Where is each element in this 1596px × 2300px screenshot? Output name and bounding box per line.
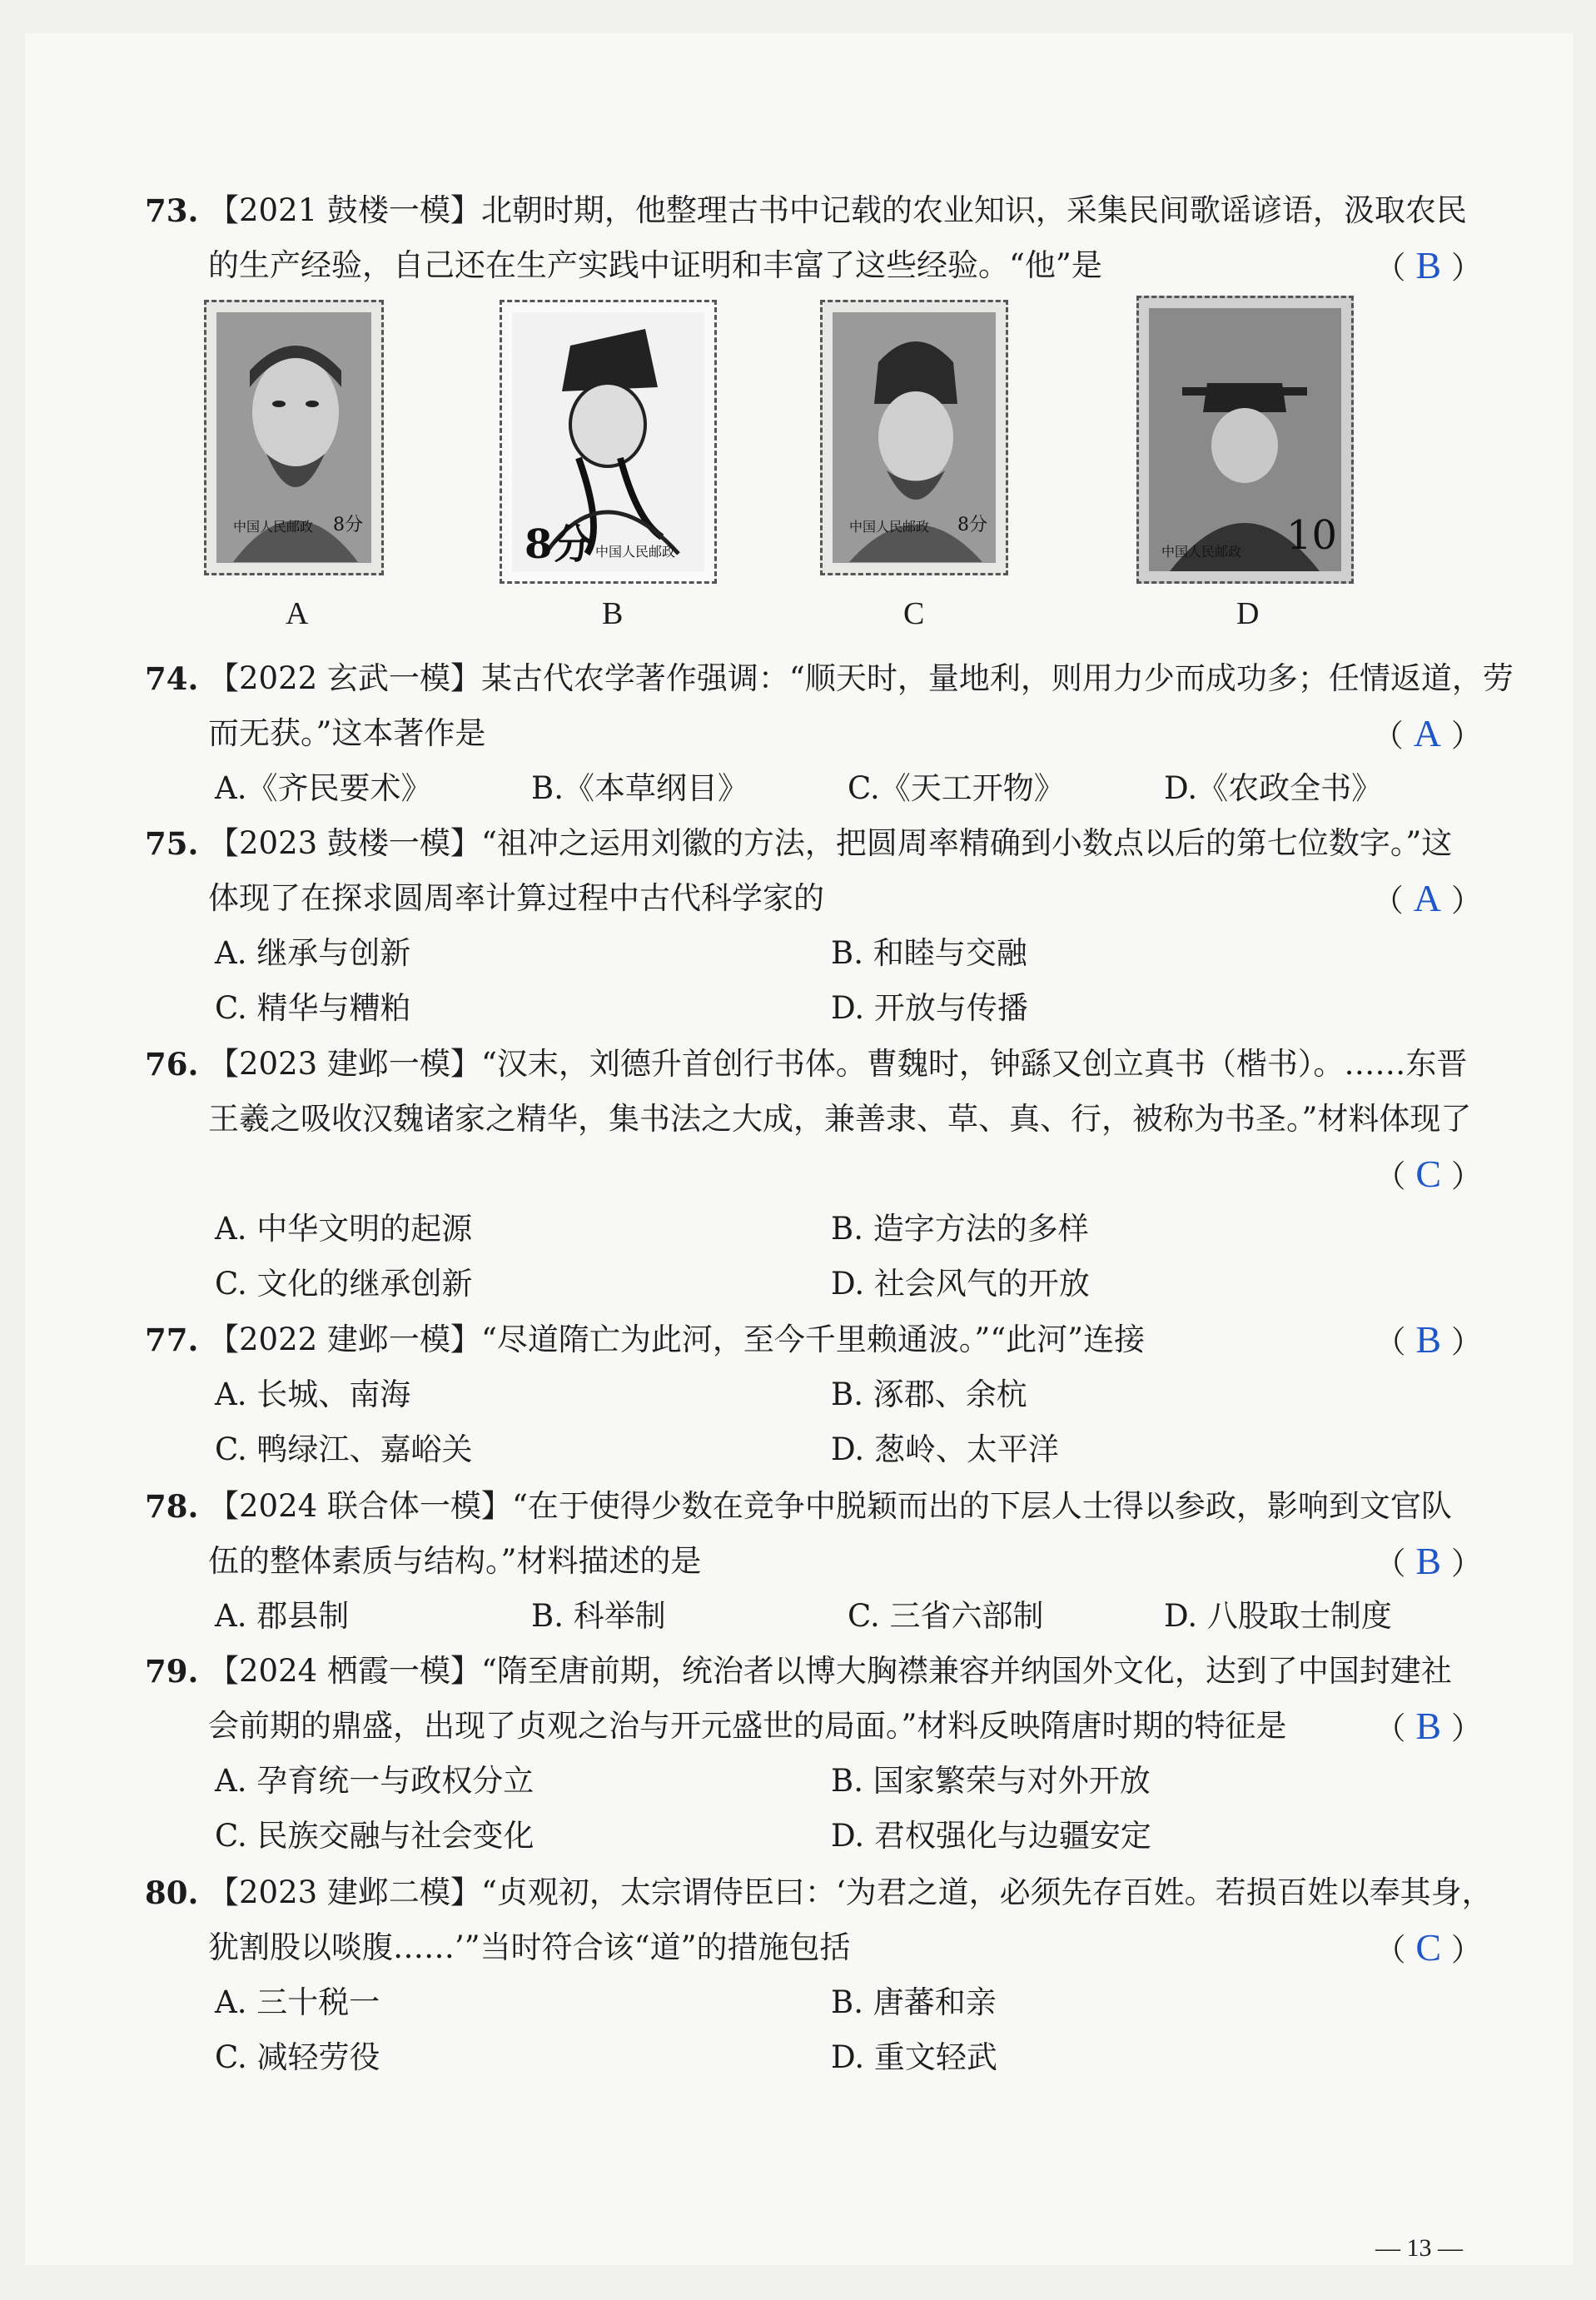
question-number: 80. bbox=[145, 1874, 199, 1911]
option-a: A. 中华文明的起源 bbox=[215, 1211, 473, 1247]
option-b: B. 科举制 bbox=[531, 1598, 666, 1634]
stamp-d-image: 中国人民邮政 10 bbox=[1136, 296, 1354, 584]
answer-bracket: （ A ） bbox=[1372, 877, 1482, 919]
question-text: 伍的整体素质与结构。”材料描述的是 bbox=[208, 1543, 702, 1579]
answer-bracket: （ B ） bbox=[1375, 1540, 1482, 1582]
question-80 bbox=[145, 1865, 1493, 2085]
options bbox=[150, 1367, 1482, 1422]
option-b: B. 唐蕃和亲 bbox=[831, 1984, 997, 2020]
question-number: 73. bbox=[145, 192, 199, 229]
option-b: B.《本草纲目》 bbox=[531, 770, 748, 806]
options bbox=[150, 2030, 1482, 2085]
question-76 bbox=[145, 1037, 1482, 1312]
question-text: “隋至唐前期，统治者以博大胸襟兼容并纳国外文化，达到了中国封建社 bbox=[480, 1653, 1452, 1689]
option-c: C. 减轻劳役 bbox=[215, 2039, 380, 2075]
option-d: D.《农政全书》 bbox=[1164, 770, 1383, 806]
question-source: 【2021 鼓楼一模】 bbox=[208, 192, 481, 228]
question-77 bbox=[145, 1312, 1482, 1477]
question-75 bbox=[145, 816, 1482, 1036]
stamp-b-image: 8分 中国人民邮政 bbox=[500, 300, 717, 584]
option-d: D. 八股取士制度 bbox=[1164, 1598, 1392, 1634]
answer-bracket: （ B ） bbox=[1375, 1705, 1482, 1747]
question-text: 犹割股以啖腹……’”当时符合该“道”的措施包括 bbox=[208, 1929, 851, 1965]
option-b: B. 国家繁荣与对外开放 bbox=[831, 1763, 1151, 1799]
question-74 bbox=[145, 651, 1514, 816]
option-c: C.《天工开物》 bbox=[848, 770, 1065, 806]
question-source: 【2023 建邺一模】 bbox=[208, 1046, 481, 1082]
question-text: 某古代农学著作强调：“顺天时，量地利，则用力少而成功多；任情返道，劳 bbox=[480, 660, 1514, 696]
options bbox=[150, 1754, 1482, 1809]
options bbox=[150, 1422, 1482, 1477]
option-a: A. 长城、南海 bbox=[215, 1377, 411, 1412]
question-source: 【2024 联合体一模】 bbox=[208, 1488, 512, 1524]
options bbox=[150, 1589, 1482, 1644]
answer-bracket: （ A ） bbox=[1372, 712, 1482, 754]
options bbox=[150, 1202, 1482, 1257]
option-a: A. 三十税一 bbox=[215, 1984, 380, 2020]
question-source: 【2022 玄武一模】 bbox=[208, 660, 481, 696]
option-c: C. 民族交融与社会变化 bbox=[215, 1818, 534, 1854]
answer-letter: B bbox=[1415, 1540, 1441, 1582]
page-number: — 13 — bbox=[1375, 2234, 1463, 2262]
option-b: B. 涿郡、余杭 bbox=[831, 1377, 1027, 1412]
option-a: A. 孕育统一与政权分立 bbox=[215, 1763, 534, 1799]
options bbox=[150, 1809, 1482, 1864]
question-text: “祖冲之运用刘徽的方法，把圆周率精确到小数点以后的第七位数字。”这 bbox=[480, 825, 1453, 861]
answer-letter: B bbox=[1415, 1705, 1441, 1747]
answer-letter: B bbox=[1415, 1318, 1441, 1361]
answer-letter: C bbox=[1415, 1926, 1441, 1969]
question-79 bbox=[145, 1644, 1482, 1864]
question-text: “汉末，刘德升首创行书体。曹魏时，钟繇又创立真书（楷书）。……东晋 bbox=[480, 1046, 1468, 1082]
stamp-options bbox=[204, 296, 1370, 629]
stamp-a-image: 中国人民邮政 8分 bbox=[204, 300, 384, 575]
question-text: 而无获。”这本著作是 bbox=[208, 715, 486, 751]
option-a: A.《齐民要术》 bbox=[215, 770, 432, 806]
question-text: 的生产经验，自己还在生产实践中证明和丰富了这些经验。“他”是 bbox=[208, 247, 1102, 283]
option-b: B. 造字方法的多样 bbox=[831, 1211, 1089, 1247]
answer-bracket: （ B ） bbox=[1375, 1318, 1482, 1361]
question-number: 77. bbox=[145, 1322, 199, 1358]
stamp-label-d: D bbox=[1236, 596, 1260, 631]
option-d: D. 重文轻武 bbox=[831, 2039, 997, 2075]
answer-letter: B bbox=[1415, 244, 1441, 286]
option-d: D. 开放与传播 bbox=[831, 990, 1028, 1026]
question-source: 【2022 建邺一模】 bbox=[208, 1322, 481, 1357]
stamp-label-a: A bbox=[286, 596, 309, 631]
question-text: 北朝时期，他整理古书中记载的农业知识，采集民间歌谣谚语，汲取农民 bbox=[480, 192, 1467, 228]
question-source: 【2024 栖霞一模】 bbox=[208, 1653, 481, 1689]
option-d: D. 君权强化与边疆安定 bbox=[831, 1818, 1151, 1854]
stamp-label-b: B bbox=[602, 596, 624, 631]
answer-bracket: （ C ） bbox=[1375, 1926, 1482, 1969]
option-c: C. 鸭绿江、嘉峪关 bbox=[215, 1431, 473, 1467]
options bbox=[150, 1257, 1482, 1312]
answer-letter: A bbox=[1413, 877, 1441, 919]
question-78 bbox=[145, 1479, 1482, 1644]
stamp-c-image: 中国人民邮政 8分 bbox=[820, 300, 1008, 575]
question-number: 75. bbox=[145, 825, 199, 862]
answer-bracket: （ B ） bbox=[1375, 244, 1482, 286]
option-a: A. 郡县制 bbox=[215, 1598, 350, 1634]
option-b: B. 和睦与交融 bbox=[831, 935, 1027, 971]
question-number: 79. bbox=[145, 1653, 199, 1690]
question-number: 76. bbox=[145, 1046, 199, 1083]
option-d: D. 社会风气的开放 bbox=[831, 1266, 1090, 1302]
option-c: C. 精华与糟粕 bbox=[215, 990, 411, 1026]
stamp-label-c: C bbox=[903, 596, 925, 631]
answer-letter: C bbox=[1415, 1152, 1441, 1195]
options bbox=[150, 926, 1482, 981]
question-text: 王羲之吸收汉魏诸家之精华，集书法之大成，兼善隶、草、真、行，被称为书圣。”材料体现了 bbox=[208, 1101, 1472, 1137]
question-text: “尽道隋亡为此河，至今千里赖通波。”“此河”连接 bbox=[480, 1322, 1146, 1357]
option-d: D. 葱岭、太平洋 bbox=[831, 1431, 1059, 1467]
question-number: 74. bbox=[145, 660, 199, 697]
option-c: C. 三省六部制 bbox=[848, 1598, 1044, 1634]
question-source: 【2023 建邺二模】 bbox=[208, 1874, 481, 1910]
question-source: 【2023 鼓楼一模】 bbox=[208, 825, 481, 861]
option-a: A. 继承与创新 bbox=[215, 935, 411, 971]
question-number: 78. bbox=[145, 1488, 199, 1525]
options bbox=[150, 981, 1482, 1036]
question-text: “在于使得少数在竞争中脱颖而出的下层人士得以参政，影响到文官队 bbox=[511, 1488, 1452, 1524]
question-73 bbox=[145, 183, 1482, 293]
question-text: 会前期的鼎盛，出现了贞观之治与开元盛世的局面。”材料反映隋唐时期的特征是 bbox=[208, 1708, 1287, 1744]
option-c: C. 文化的继承创新 bbox=[215, 1266, 473, 1302]
options bbox=[150, 761, 1482, 816]
answer-bracket: （ C ） bbox=[1375, 1152, 1482, 1195]
options bbox=[150, 1975, 1482, 2030]
question-text: “贞观初，太宗谓侍臣曰：‘为君之道，必须先存百姓。若损百姓以奉其身， bbox=[480, 1874, 1493, 1910]
answer-letter: A bbox=[1413, 712, 1441, 754]
question-text: 体现了在探求圆周率计算过程中古代科学家的 bbox=[208, 880, 824, 916]
